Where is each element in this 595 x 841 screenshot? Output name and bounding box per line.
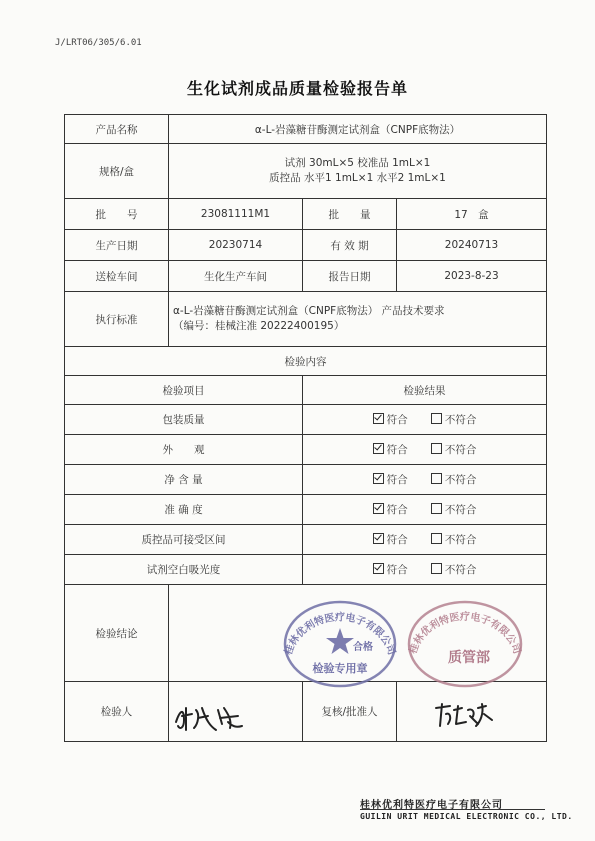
seal-label: 检验专用章	[312, 662, 368, 675]
fail-label: 不符合	[444, 504, 477, 516]
fail-label: 不符合	[444, 564, 477, 576]
reviewer-label: 复核/批准人	[303, 682, 397, 742]
fail-label: 不符合	[444, 534, 477, 546]
inspection-section-label: 检验内容	[65, 347, 547, 376]
standard-line-1: α-L-岩藻糖苷酶测定试剂盒（CNPF底物法） 产品技术要求	[173, 305, 445, 317]
pass-label: 符合	[386, 414, 408, 426]
pass-label: 符合	[386, 534, 408, 546]
footer-company-en: GUILIN URIT MEDICAL ELECTRONIC CO., LTD.	[360, 812, 573, 821]
checkbox-checked-icon	[373, 503, 384, 514]
footer-divider	[360, 809, 545, 810]
item-header: 检验项目	[65, 376, 303, 405]
product-name-row	[65, 115, 547, 144]
date-row	[65, 230, 547, 261]
inspection-item-result	[303, 495, 547, 525]
reviewer-signature	[432, 698, 496, 732]
pass-label: 符合	[386, 564, 408, 576]
inspector-signature	[172, 700, 250, 736]
seal-ring-text: 桂林优利特医疗电子有限公司	[407, 611, 523, 656]
workshop-label: 送检车间	[65, 261, 169, 292]
inspection-item-name: 准 确 度	[65, 495, 303, 525]
batch-row	[65, 199, 547, 230]
fail-label: 不符合	[444, 474, 477, 486]
checkbox-checked-icon	[373, 443, 384, 454]
quantity-value: 17 盒	[397, 199, 547, 230]
inspection-item-row	[65, 405, 547, 435]
mfg-date-label: 生产日期	[65, 230, 169, 261]
inspection-item-row	[65, 525, 547, 555]
product-name-label: 产品名称	[65, 115, 169, 144]
seal-ring-text: 桂林优利特医疗电子有限公司	[283, 612, 397, 657]
quantity-label: 批 量	[303, 199, 397, 230]
inspection-item-result	[303, 525, 547, 555]
checkbox-checked-icon	[373, 533, 384, 544]
pass-label: 符合	[386, 504, 408, 516]
spec-label: 规格/盒	[65, 144, 169, 199]
inspection-item-row	[65, 435, 547, 465]
inspection-item-result	[303, 405, 547, 435]
checkbox-empty-icon	[431, 413, 442, 424]
footer-company-cn: 桂林优利特医疗电子有限公司	[360, 800, 503, 811]
fail-label: 不符合	[444, 414, 477, 426]
seal-mark: 合格	[353, 642, 373, 653]
mfg-date-value: 20230714	[169, 230, 303, 261]
inspection-item-result	[303, 465, 547, 495]
checkbox-checked-icon	[373, 563, 384, 574]
inspection-item-row	[65, 465, 547, 495]
expiry-label: 有 效 期	[303, 230, 397, 261]
inspection-item-name: 质控品可接受区间	[65, 525, 303, 555]
conclusion-label: 检验结论	[65, 585, 169, 682]
checkbox-checked-icon	[373, 473, 384, 484]
spec-value	[169, 144, 547, 199]
batch-label: 批 号	[65, 199, 169, 230]
expiry-value: 20240713	[397, 230, 547, 261]
checkbox-empty-icon	[431, 443, 442, 454]
fail-label: 不符合	[444, 444, 477, 456]
pass-label: 符合	[386, 474, 408, 486]
quality-department-seal	[405, 592, 525, 688]
inspection-item-result	[303, 555, 547, 585]
checkbox-checked-icon	[373, 413, 384, 424]
product-name-value: α-L-岩藻糖苷酶测定试剂盒（CNPF底物法）	[169, 115, 547, 144]
standard-label: 执行标准	[65, 292, 169, 347]
star-icon	[326, 628, 354, 654]
checkbox-empty-icon	[431, 473, 442, 484]
checkbox-empty-icon	[431, 563, 442, 574]
result-header: 检验结果	[303, 376, 547, 405]
pass-label: 符合	[386, 444, 408, 456]
report-date-value: 2023-8-23	[397, 261, 547, 292]
inspection-item-name: 净 含 量	[65, 465, 303, 495]
standard-line-2: （编号：桂械注准 20222400195）	[173, 320, 345, 332]
inspection-item-name: 试剂空白吸光度	[65, 555, 303, 585]
inspection-header-row	[65, 376, 547, 405]
checkbox-empty-icon	[431, 533, 442, 544]
inspection-item-name: 包装质量	[65, 405, 303, 435]
inspection-item-row	[65, 555, 547, 585]
workshop-value: 生化生产车间	[169, 261, 303, 292]
inspection-item-result	[303, 435, 547, 465]
spec-line-2: 质控品 水平1 1mL×1 水平2 1mL×1	[269, 172, 446, 184]
standard-row	[65, 292, 547, 347]
spec-row	[65, 144, 547, 199]
inspector-label: 检验人	[65, 682, 169, 742]
workshop-row	[65, 261, 547, 292]
inspection-section-row	[65, 347, 547, 376]
document-number: J/LRT06/305/6.01	[55, 38, 142, 48]
page-title: 生化试剂成品质量检验报告单	[186, 79, 408, 98]
seal-label: 质管部	[448, 650, 490, 666]
spec-line-1: 试剂 30mL×5 校准品 1mL×1	[284, 157, 431, 169]
inspection-item-name: 外 观	[65, 435, 303, 465]
checkbox-empty-icon	[431, 503, 442, 514]
standard-value	[169, 292, 547, 347]
inspection-item-row	[65, 495, 547, 525]
inspection-seal	[280, 590, 400, 690]
batch-value: 23081111M1	[169, 199, 303, 230]
report-date-label: 报告日期	[303, 261, 397, 292]
